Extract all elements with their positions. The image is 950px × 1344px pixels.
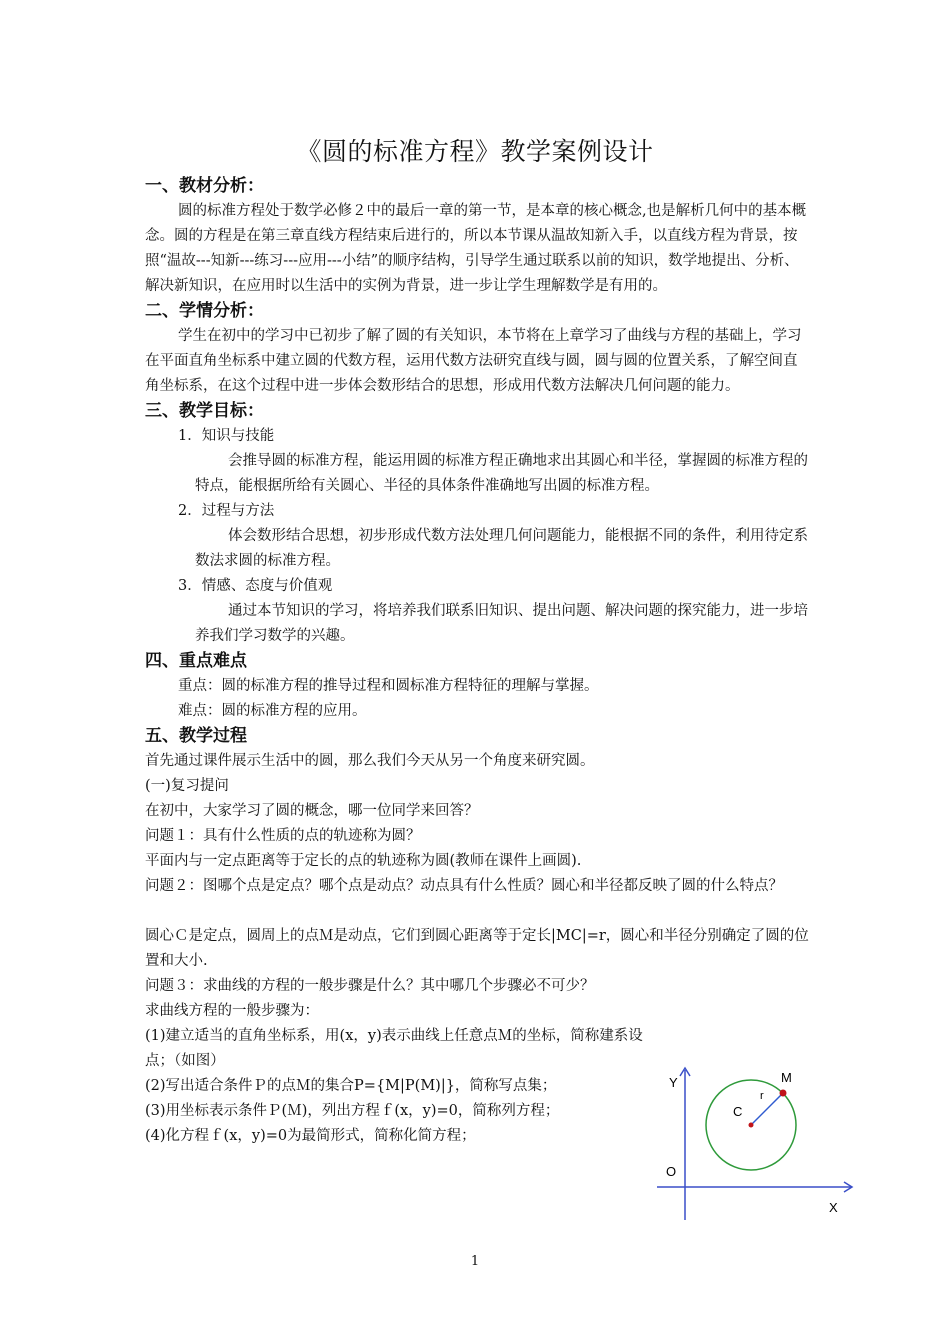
radius-line bbox=[751, 1093, 783, 1125]
objective-3-text: 通过本节知识的学习，将培养我们联系旧知识、提出问题、解决问题的探究能力，进一步培养我们学习数学的兴趣。 bbox=[195, 603, 808, 644]
objective-3-title: 3．情感、态度与价值观 bbox=[178, 578, 333, 594]
page-number: 1 bbox=[470, 1254, 480, 1269]
section-heading-textbook-analysis: 一、教材分析： bbox=[145, 176, 264, 196]
process-line: 平面内与一定点距离等于定长的点的轨迹称为圆(教师在课件上画圆). bbox=[145, 853, 582, 869]
paragraph-student-analysis: 学生在初中的学习中已初步了解了圆的有关知识，本节将在上章学习了曲线与方程的基础上，学习在平面直角坐标系中建立圆的代数方程，运用代数方法研究直线与圆，圆与圆的位置关系，了解空间直角坐标系，在这个过程中进一步体会数形结合的思想，形成用代数方法解决几何问题的能力。 bbox=[145, 328, 802, 394]
section-heading-key-points: 四、重点难点 bbox=[145, 651, 247, 671]
objective-2-title: 2．过程与方法 bbox=[178, 503, 275, 519]
origin-label: O bbox=[666, 1164, 677, 1179]
process-line: 问题２：图哪个点是定点？哪个点是动点？动点具有什么性质？圆心和半径都反映了圆的什么特点？ bbox=[145, 878, 783, 894]
process-line: (2)写出适合条件Ｐ的点Ｍ的集合P={M|P(M)|}，简称写点集； bbox=[145, 1078, 557, 1094]
process-line: 首先通过课件展示生活中的圆，那么我们今天从另一个角度来研究圆。 bbox=[145, 753, 595, 769]
process-line: (一)复习提问 bbox=[145, 778, 229, 794]
center-label: C bbox=[733, 1104, 743, 1119]
objective-1-text: 会推导圆的标准方程，能运用圆的标准方程正确地求出其圆心和半径，掌握圆的标准方程的特点，能根据所给有关圆心、半径的具体条件准确地写出圆的标准方程。 bbox=[195, 453, 808, 494]
document-body bbox=[145, 174, 810, 1149]
process-line: (3)用坐标表示条件Ｐ(Ｍ)，列出方程ｆ(x，y)=0，简称列方程； bbox=[145, 1103, 560, 1119]
section-heading-objectives: 三、教学目标： bbox=[145, 401, 264, 421]
section-heading-process: 五、教学过程 bbox=[145, 726, 247, 746]
process-line: 问题１：具有什么性质的点的轨迹称为圆？ bbox=[145, 828, 421, 844]
point-m bbox=[780, 1090, 787, 1097]
process-line: 在初中，大家学习了圆的概念，哪一位同学来回答？ bbox=[145, 803, 479, 819]
circle-coordinate-figure bbox=[655, 1062, 865, 1222]
blank-line bbox=[145, 899, 810, 924]
y-axis-label: Y bbox=[669, 1075, 678, 1090]
process-line: (1)建立适当的直角坐标系，用(x，y)表示曲线上任意点Ｍ的坐标，简称建系设点；（如图） bbox=[145, 1028, 643, 1069]
process-line: 圆心Ｃ是定点，圆周上的点Ｍ是动点，它们到圆心距离等于定长|MC|=r，圆心和半径分别确定了圆的位置和大小. bbox=[145, 928, 809, 969]
point-m-label: M bbox=[781, 1070, 792, 1085]
x-axis-label: X bbox=[829, 1200, 838, 1215]
center-point-c bbox=[749, 1123, 754, 1128]
section-heading-student-analysis: 二、学情分析： bbox=[145, 301, 264, 321]
objective-2-text: 体会数形结合思想，初步形成代数方法处理几何问题能力，能根据不同的条件，利用待定系数法求圆的标准方程。 bbox=[195, 528, 808, 569]
paragraph-textbook-analysis: 圆的标准方程处于数学必修２中的最后一章的第一节，是本章的核心概念,也是解析几何中的基本概念。圆的方程是在第三章直线方程结束后进行的，所以本节课从温故知新入手，以直线方程为背景，按照“温故---知新---练习---应用---小结”的顺序结构，引导学生通过联系以前的知识，数学地提出、分析、解决新知识，在应用时以生活中的实例为背景，进一步让学生理解数学是有用的。 bbox=[145, 203, 807, 294]
objective-1-title: 1．知识与技能 bbox=[178, 428, 275, 444]
radius-label: r bbox=[760, 1090, 764, 1102]
process-line: (4)化方程ｆ(x，y)=0为最简形式，简称化简方程； bbox=[145, 1128, 476, 1144]
key-point-text: 重点：圆的标准方程的推导过程和圆标准方程特征的理解与掌握。 bbox=[178, 678, 599, 694]
process-line: 求曲线方程的一般步骤为： bbox=[145, 1003, 319, 1019]
process-line: 问题３：求曲线的方程的一般步骤是什么？其中哪几个步骤必不可少？ bbox=[145, 978, 595, 994]
document-title: 《圆的标准方程》教学案例设计 bbox=[296, 137, 654, 166]
difficult-point-text: 难点：圆的标准方程的应用。 bbox=[178, 703, 367, 719]
